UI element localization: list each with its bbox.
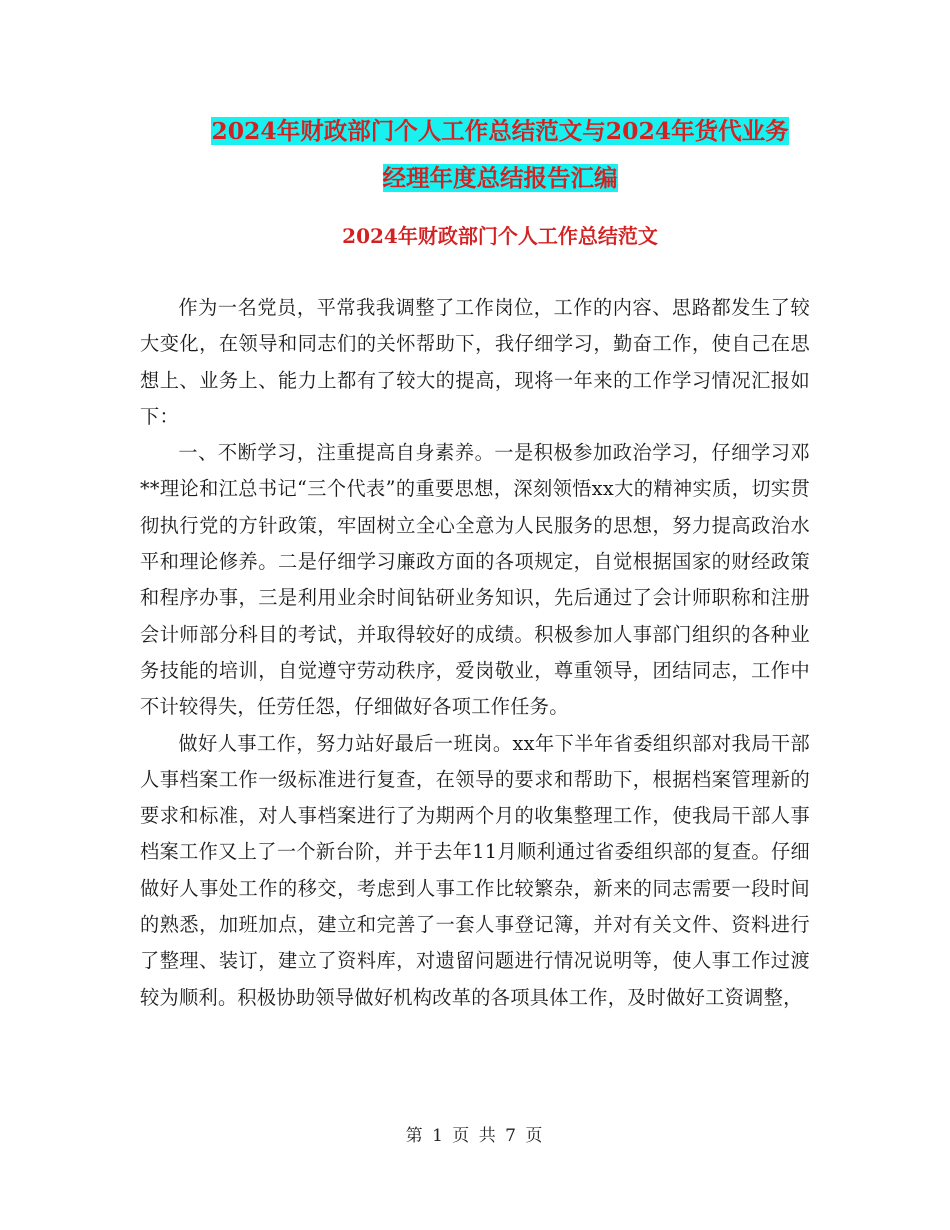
body-paragraph: 一、不断学习，注重提高自身素养。一是积极参加政治学习，仔细学习邓**理论和江总书记“三个代表”的重要思想，深刻领悟xx大的精神实质，切实贯彻执行党的方针政策，牢固树立全心全意为人民服务的思想，努力提高政治水平和理论修养。二是仔细学习廉政方面的各项规定，自觉根据国家的财经政策和程序办事，三是利用业余时间钻研业务知识，先后通过了会计师职称和注册会计师部分科目的考试，并取得较好的成绩。积极参加人事部门组织的各种业务技能的培训，自觉遵守劳动秩序，爱岗敬业，尊重领导，团结同志，工作中不计较得失，任劳任怨，仔细做好各项工作任务。 [140,441,810,719]
body-paragraph: 做好人事工作，努力站好最后一班岗。xx年下半年省委组织部对我局干部人事档案工作一级标准进行复查，在领导的要求和帮助下，根据档案管理新的要求和标准，对人事档案进行了为期两个月的收集整理工作，使我局干部人事档案工作又上了一个新台阶，并于去年11月顺利通过省委组织部的复查。仔细做好人事处工作的移交，考虑到人事工作比较繁杂，新来的同志需要一段时间的熟悉，加班加点，建立和完善了一套人事登记簿，并对有关文件、资料进行了整理、装订，建立了资料库，对遗留问题进行情况说明等，使人事工作过渡较为顺利。积极协助领导做好机构改革的各项具体工作，及时做好工资调整， [140,731,810,1009]
document-title-line-1: 2024年财政部门个人工作总结范文与2024年货代业务 [211,117,789,145]
document-body [140,290,810,1016]
section-title: 2024年财政部门个人工作总结范文 [342,224,658,248]
body-paragraph: 作为一名党员，平常我我调整了工作岗位，工作的内容、思路都发生了较大变化，在领导和同志们的关怀帮助下，我仔细学习，勤奋工作，使自己在思想上、业务上、能力上都有了较大的提高，现将一年来的工作学习情况汇报如下： [140,296,810,428]
document-title-line-2: 经理年度总结报告汇编 [382,164,618,192]
page-number-footer: 第 1 页 共 7 页 [405,1126,545,1146]
document-title [140,108,860,202]
